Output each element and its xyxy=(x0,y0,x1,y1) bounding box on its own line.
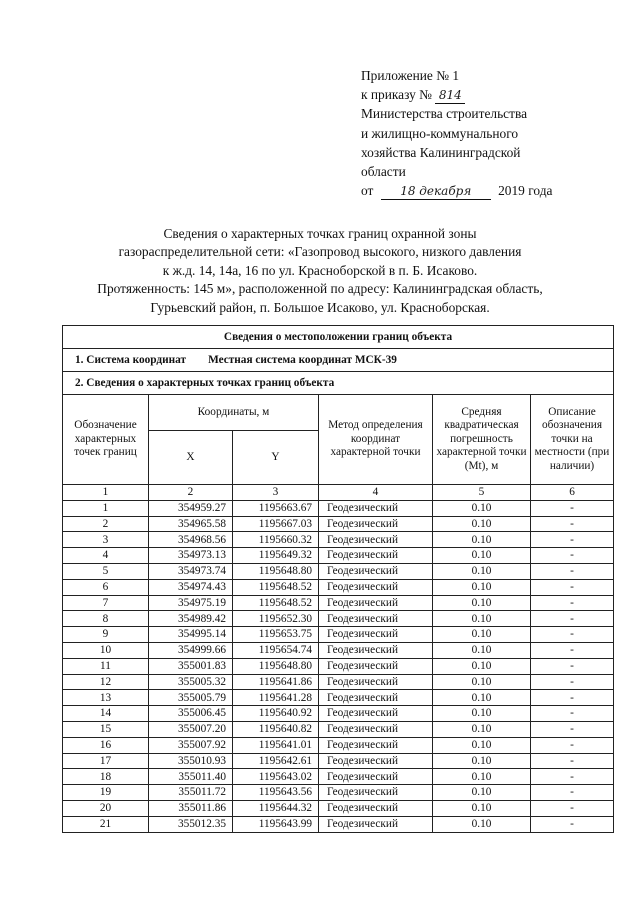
ministry-line-3: хозяйства Калининградской xyxy=(361,144,521,160)
cell-error: 0.10 xyxy=(433,753,531,769)
table-row xyxy=(63,706,614,722)
cell-x: 354965.58 xyxy=(149,516,233,532)
header-y: Y xyxy=(233,431,319,485)
cell-point-number: 21 xyxy=(63,816,149,832)
cell-description: - xyxy=(531,548,614,564)
cell-point-number: 10 xyxy=(63,642,149,658)
column-number: 2 xyxy=(149,485,233,501)
cell-y: 1195649.32 xyxy=(233,548,319,564)
cell-error: 0.10 xyxy=(433,595,531,611)
coordinate-system-row xyxy=(63,349,614,372)
table-row xyxy=(63,595,614,611)
cell-point-number: 1 xyxy=(63,500,149,516)
ministry-line-2: и жилищно-коммунального xyxy=(361,125,519,141)
cell-x: 355012.35 xyxy=(149,816,233,832)
column-number: 6 xyxy=(531,485,614,501)
cell-error: 0.10 xyxy=(433,800,531,816)
cell-error: 0.10 xyxy=(433,532,531,548)
cell-x: 354995.14 xyxy=(149,627,233,643)
cell-error: 0.10 xyxy=(433,785,531,801)
cell-method: Геодезический xyxy=(319,642,433,658)
table-row xyxy=(63,500,614,516)
cell-method: Геодезический xyxy=(319,627,433,643)
cell-x: 354975.19 xyxy=(149,595,233,611)
cell-description: - xyxy=(531,800,614,816)
column-number: 3 xyxy=(233,485,319,501)
cell-description: - xyxy=(531,532,614,548)
table-row xyxy=(63,548,614,564)
table-row xyxy=(63,563,614,579)
cell-description: - xyxy=(531,721,614,737)
cell-description: - xyxy=(531,737,614,753)
cell-error: 0.10 xyxy=(433,706,531,722)
cell-method: Геодезический xyxy=(319,721,433,737)
cell-x: 355010.93 xyxy=(149,753,233,769)
column-number: 4 xyxy=(319,485,433,501)
cell-method: Геодезический xyxy=(319,737,433,753)
cell-point-number: 12 xyxy=(63,674,149,690)
cell-description: - xyxy=(531,674,614,690)
date-prefix: от xyxy=(361,183,374,199)
header-description: Описание обозначения точки на местности (при наличии) xyxy=(531,395,614,485)
coordinate-system-value: Местная система координат МСК-39 xyxy=(208,353,397,366)
appendix-block xyxy=(361,66,621,200)
cell-y: 1195663.67 xyxy=(233,500,319,516)
table-row xyxy=(63,658,614,674)
cell-description: - xyxy=(531,627,614,643)
cell-error: 0.10 xyxy=(433,627,531,643)
cell-point-number: 16 xyxy=(63,737,149,753)
cell-description: - xyxy=(531,658,614,674)
cell-error: 0.10 xyxy=(433,721,531,737)
cell-error: 0.10 xyxy=(433,548,531,564)
cell-point-number: 2 xyxy=(63,516,149,532)
header-coordinates: Координаты, м xyxy=(149,395,319,431)
cell-error: 0.10 xyxy=(433,642,531,658)
cell-y: 1195644.32 xyxy=(233,800,319,816)
cell-description: - xyxy=(531,563,614,579)
table-row xyxy=(63,753,614,769)
cell-y: 1195652.30 xyxy=(233,611,319,627)
cell-point-number: 20 xyxy=(63,800,149,816)
cell-y: 1195654.74 xyxy=(233,642,319,658)
cell-x: 354974.43 xyxy=(149,579,233,595)
cell-x: 355001.83 xyxy=(149,658,233,674)
cell-method: Геодезический xyxy=(319,690,433,706)
cell-point-number: 15 xyxy=(63,721,149,737)
column-number: 1 xyxy=(63,485,149,501)
header-point-designation: Обозначение характерных точек границ xyxy=(63,395,149,485)
order-line xyxy=(361,85,621,104)
cell-description: - xyxy=(531,769,614,785)
table-row xyxy=(63,800,614,816)
header-x: X xyxy=(149,431,233,485)
cell-description: - xyxy=(531,642,614,658)
cell-description: - xyxy=(531,595,614,611)
cell-error: 0.10 xyxy=(433,500,531,516)
cell-y: 1195640.92 xyxy=(233,706,319,722)
table-row xyxy=(63,516,614,532)
table-row xyxy=(63,642,614,658)
cell-point-number: 18 xyxy=(63,769,149,785)
header-method: Метод определения координат характерной точки xyxy=(319,395,433,485)
cell-x: 355011.40 xyxy=(149,769,233,785)
heading-line-3: к ж.д. 14, 14а, 16 по ул. Красноборской в п. Б. Исаково. xyxy=(162,262,478,278)
cell-method: Геодезический xyxy=(319,785,433,801)
section-title: Сведения о местоположении границ объекта xyxy=(63,326,614,349)
cell-method: Геодезический xyxy=(319,516,433,532)
date-suffix: 2019 года xyxy=(498,183,553,199)
ministry-line-1: Министерства строительства xyxy=(361,106,528,122)
ministry-line-4: области xyxy=(361,164,406,180)
cell-point-number: 9 xyxy=(63,627,149,643)
cell-error: 0.10 xyxy=(433,737,531,753)
cell-error: 0.10 xyxy=(433,769,531,785)
table-row xyxy=(63,611,614,627)
cell-x: 355007.20 xyxy=(149,721,233,737)
heading-line-1: Сведения о характерных точках границ охранной зоны xyxy=(163,226,477,241)
cell-y: 1195648.80 xyxy=(233,658,319,674)
cell-error: 0.10 xyxy=(433,690,531,706)
cell-point-number: 11 xyxy=(63,658,149,674)
cell-x: 354999.66 xyxy=(149,642,233,658)
cell-method: Геодезический xyxy=(319,753,433,769)
cell-y: 1195643.02 xyxy=(233,769,319,785)
table-row xyxy=(63,721,614,737)
cell-description: - xyxy=(531,611,614,627)
cell-point-number: 6 xyxy=(63,579,149,595)
table-row xyxy=(63,674,614,690)
table-row xyxy=(63,579,614,595)
cell-x: 355005.32 xyxy=(149,674,233,690)
cell-method: Геодезический xyxy=(319,548,433,564)
table-row xyxy=(63,737,614,753)
cell-y: 1195643.99 xyxy=(233,816,319,832)
cell-y: 1195643.56 xyxy=(233,785,319,801)
cell-method: Геодезический xyxy=(319,800,433,816)
heading-line-4: Протяженность: 145 м», расположенной по адресу: Калининградская область, xyxy=(97,281,543,297)
cell-point-number: 5 xyxy=(63,563,149,579)
cell-x: 354973.74 xyxy=(149,563,233,579)
cell-x: 355011.72 xyxy=(149,785,233,801)
cell-method: Геодезический xyxy=(319,563,433,579)
table-row xyxy=(63,785,614,801)
order-number-handwritten: 814 xyxy=(435,87,465,104)
cell-error: 0.10 xyxy=(433,658,531,674)
cell-description: - xyxy=(531,706,614,722)
header-error: Средняя квадратическая погрешность характерной точки (Mt), м xyxy=(433,395,531,485)
cell-description: - xyxy=(531,785,614,801)
cell-error: 0.10 xyxy=(433,611,531,627)
cell-y: 1195641.01 xyxy=(233,737,319,753)
cell-point-number: 19 xyxy=(63,785,149,801)
cell-method: Геодезический xyxy=(319,500,433,516)
table-row xyxy=(63,532,614,548)
order-prefix: к приказу № xyxy=(361,87,432,103)
cell-error: 0.10 xyxy=(433,516,531,532)
cell-point-number: 14 xyxy=(63,706,149,722)
cell-y: 1195648.52 xyxy=(233,579,319,595)
coordinate-system-label: 1. Система координат xyxy=(75,353,187,366)
cell-x: 354968.56 xyxy=(149,532,233,548)
cell-y: 1195648.80 xyxy=(233,563,319,579)
cell-x: 354959.27 xyxy=(149,500,233,516)
table-row xyxy=(63,690,614,706)
cell-error: 0.10 xyxy=(433,816,531,832)
cell-y: 1195641.86 xyxy=(233,674,319,690)
cell-description: - xyxy=(531,516,614,532)
coordinates-table xyxy=(62,325,614,833)
cell-method: Геодезический xyxy=(319,611,433,627)
heading-line-5: Гурьевский район, п. Большое Исаково, ул. Красноборская. xyxy=(150,299,490,315)
cell-x: 354973.13 xyxy=(149,548,233,564)
cell-error: 0.10 xyxy=(433,674,531,690)
cell-error: 0.10 xyxy=(433,563,531,579)
cell-y: 1195648.52 xyxy=(233,595,319,611)
cell-point-number: 7 xyxy=(63,595,149,611)
points-section-label: 2. Сведения о характерных точках границ объекта xyxy=(63,372,614,395)
cell-description: - xyxy=(531,816,614,832)
table-row xyxy=(63,816,614,832)
heading-line-2: газораспределительной сети: «Газопровод высокого, низкого давления xyxy=(118,244,522,260)
cell-description: - xyxy=(531,579,614,595)
cell-x: 354989.42 xyxy=(149,611,233,627)
cell-method: Геодезический xyxy=(319,674,433,690)
cell-method: Геодезический xyxy=(319,532,433,548)
cell-y: 1195653.75 xyxy=(233,627,319,643)
table-row xyxy=(63,769,614,785)
cell-method: Геодезический xyxy=(319,595,433,611)
date-line xyxy=(361,181,621,200)
cell-y: 1195642.61 xyxy=(233,753,319,769)
cell-y: 1195641.28 xyxy=(233,690,319,706)
cell-point-number: 13 xyxy=(63,690,149,706)
cell-x: 355011.86 xyxy=(149,800,233,816)
column-number-row xyxy=(63,485,614,501)
cell-x: 355005.79 xyxy=(149,690,233,706)
cell-error: 0.10 xyxy=(433,579,531,595)
cell-y: 1195660.32 xyxy=(233,532,319,548)
cell-description: - xyxy=(531,753,614,769)
cell-point-number: 4 xyxy=(63,548,149,564)
cell-x: 355006.45 xyxy=(149,706,233,722)
cell-description: - xyxy=(531,690,614,706)
cell-method: Геодезический xyxy=(319,769,433,785)
cell-y: 1195640.82 xyxy=(233,721,319,737)
cell-point-number: 8 xyxy=(63,611,149,627)
cell-method: Геодезический xyxy=(319,706,433,722)
date-handwritten: 18 декабря xyxy=(381,183,491,200)
document-heading xyxy=(60,225,580,317)
cell-description: - xyxy=(531,500,614,516)
cell-x: 355007.92 xyxy=(149,737,233,753)
cell-point-number: 17 xyxy=(63,753,149,769)
cell-method: Геодезический xyxy=(319,579,433,595)
table-row xyxy=(63,627,614,643)
column-number: 5 xyxy=(433,485,531,501)
appendix-title: Приложение № 1 xyxy=(361,68,460,83)
cell-method: Геодезический xyxy=(319,816,433,832)
cell-point-number: 3 xyxy=(63,532,149,548)
cell-y: 1195667.03 xyxy=(233,516,319,532)
cell-method: Геодезический xyxy=(319,658,433,674)
